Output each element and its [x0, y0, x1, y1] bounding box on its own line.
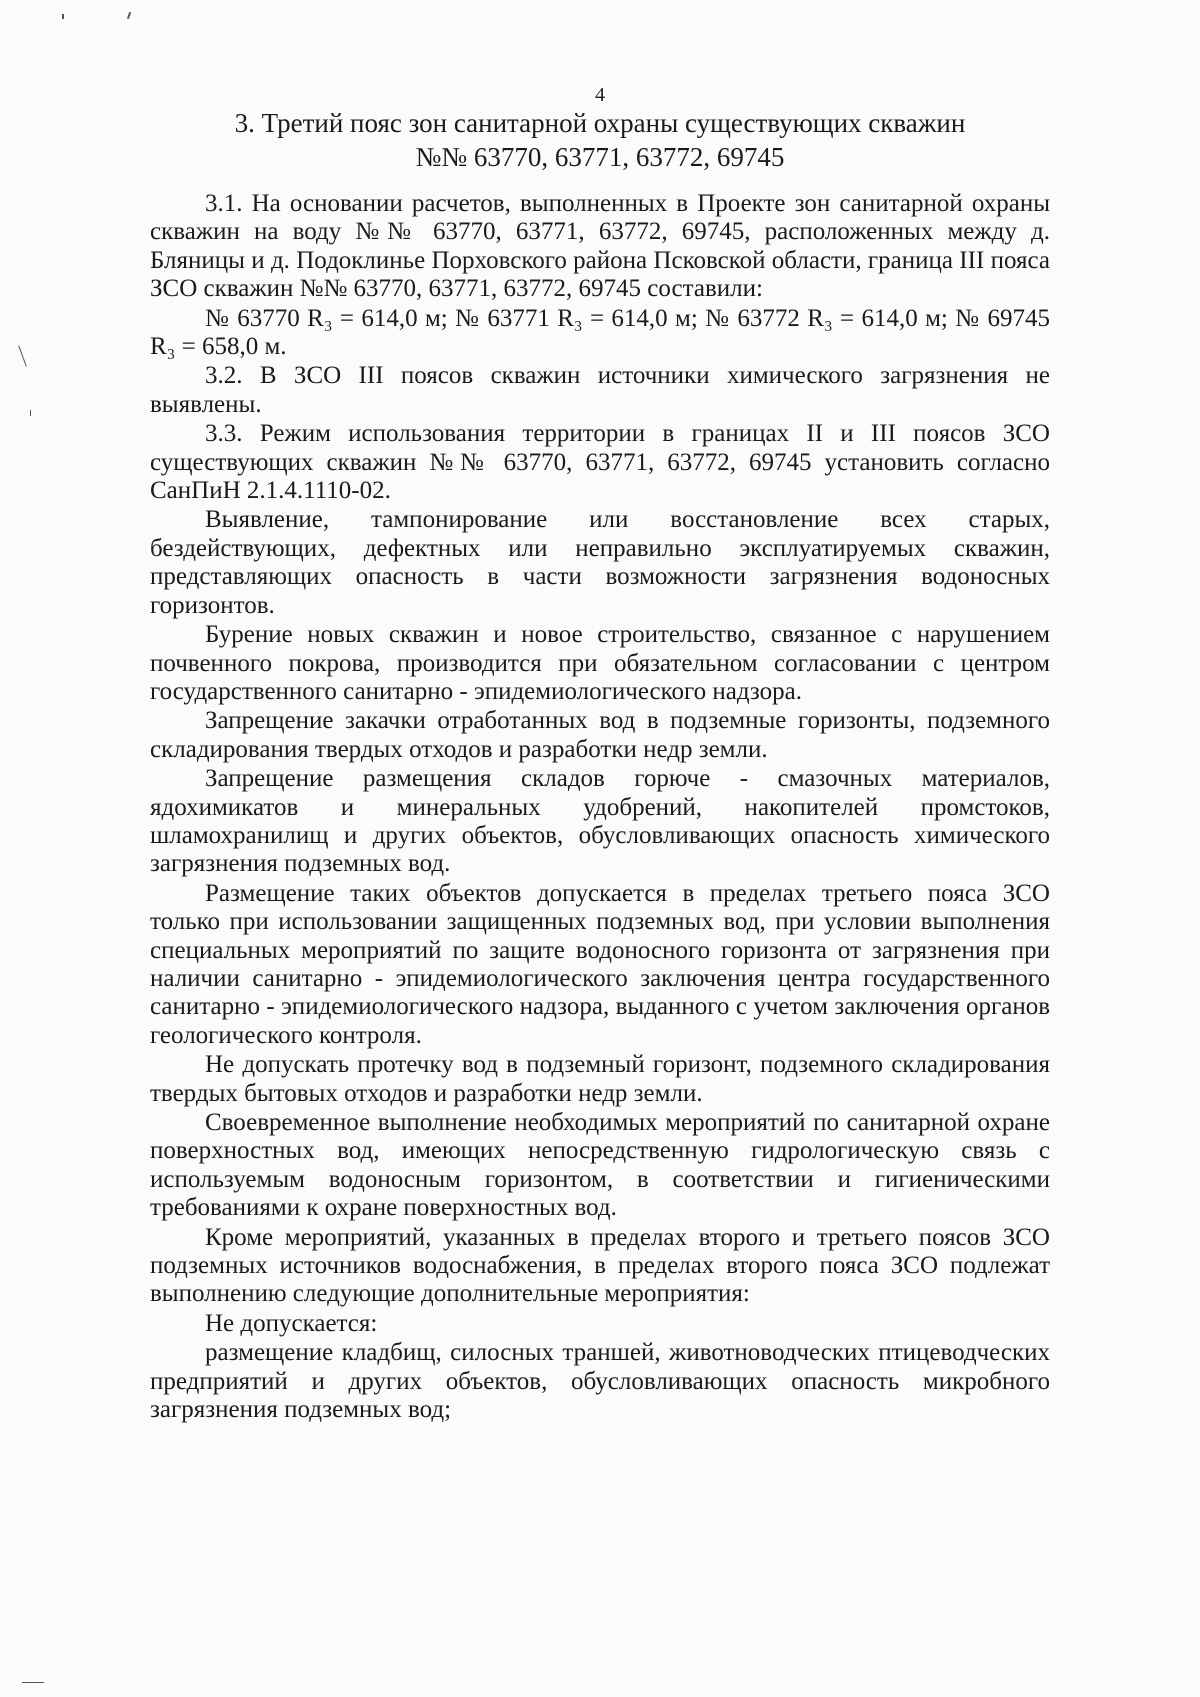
paragraph-radii: № 63770 R₃ = 614,0 м; № 63771 R₃ = 614,0 м; № 63772 R₃ = 614,0 м; № 69745 R₃ = 658,0 м. — [150, 304, 1050, 361]
paragraph-storage-ban: Запрещение размещения складов горюче - смазочных материалов, ядохимикатов и минеральных удобрений, накопителей промстоков, шламохранилищ и других объектов, обусловливающих опасность химического загрязнения подземных вод. — [150, 765, 1050, 878]
scan-speck — [62, 14, 64, 19]
section-title-line-2: №№ 63770, 63771, 63772, 69745 — [415, 142, 785, 172]
section-title-line-1: 3. Третий пояс зон санитарной охраны существующих скважин — [234, 108, 966, 138]
scan-speck — [127, 12, 131, 19]
paragraph-leak-ban: Не допускать протечку вод в подземный горизонт, подземного складирования твердых бытовых отходов и разработки недр земли. — [150, 1051, 1050, 1107]
scan-speck — [18, 345, 26, 366]
paragraph-placement-ban: размещение кладбищ, силосных траншей, животноводческих птицеводческих предприятий и других объектов, обусловливающих опасность микробного загрязнения подземных вод; — [150, 1339, 1050, 1424]
scan-speck — [22, 1682, 44, 1683]
paragraph-3-2: 3.2. В ЗСО III поясов скважин источники химического загрязнения не выявлены. — [150, 362, 1050, 418]
paragraph-additional-measures: Кроме мероприятий, указанных в пределах второго и третьего поясов ЗСО подземных источников водоснабжения, в пределах второго пояса ЗСО подлежат выполнению следующие дополнительные мероприятия: — [150, 1223, 1050, 1308]
paragraph-identification: Выявление, тампонирование или восстановление всех старых, бездействующих, дефектных или неправильно эксплуатируемых скважин, представляющих опасность в части возможности загрязнения водоносных горизонтов. — [150, 506, 1050, 619]
scan-speck — [30, 410, 31, 416]
page-number: 4 — [595, 84, 605, 106]
paragraph-not-allowed: Не допускается: — [205, 1309, 378, 1337]
paragraph-injection-ban: Запрещение закачки отработанных вод в подземные горизонты, подземного складирования твердых отходов и разработки недр земли. — [150, 707, 1050, 763]
paragraph-placement: Размещение таких объектов допускается в пределах третьего пояса ЗСО только при использовании защищенных подземных вод, при условии выполнения специальных мероприятий по защите водоносного горизонта от загрязнения при наличии санитарно - эпидемиологического заключения центра государственного санитарно - эпидемиологического надзора, выданного с учетом заключения органов геологического контроля. — [150, 879, 1050, 1049]
paragraph-surface-water: Своевременное выполнение необходимых мероприятий по санитарной охране поверхностных вод, имеющих непосредственную гидрологическую связь с используемым водоносным горизонтом, в соответствии и гигиеническими требованиями к охране поверхностных вод. — [150, 1109, 1050, 1222]
paragraph-3-1: 3.1. На основании расчетов, выполненных в Проекте зон санитарной охраны скважин на воду №№ 63770, 63771, 63772, 69745, расположенных между д. Бляницы и д. Подоклинье Порховского района Псковской области, граница III пояса ЗСО скважин №№ 63770, 63771, 63772, 69745 составили: — [150, 190, 1050, 303]
paragraph-3-3: 3.3. Режим использования территории в границах II и III поясов ЗСО существующих скважин №№ 63770, 63771, 63772, 69745 установить согласно СанПиН 2.1.4.1110-02. — [150, 420, 1050, 505]
section-title — [150, 106, 1050, 174]
document-body — [150, 190, 1050, 1425]
paragraph-drilling: Бурение новых скважин и новое строительство, связанное с нарушением почвенного покрова, производится при обязательном согласовании с центром государственного санитарно - эпидемиологического надзора. — [150, 621, 1050, 705]
